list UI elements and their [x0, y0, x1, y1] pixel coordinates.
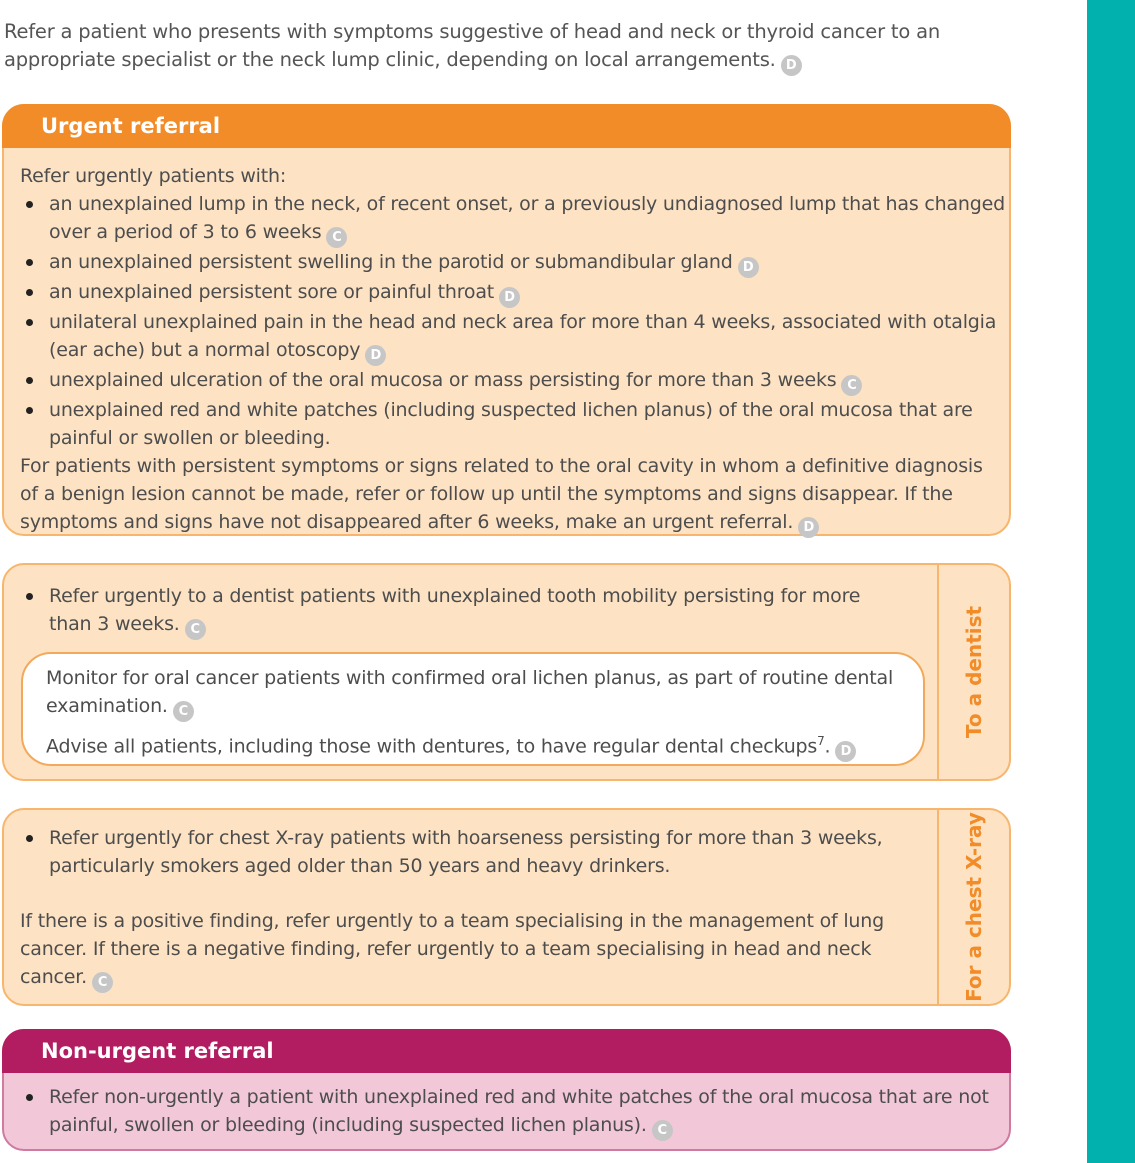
grade-badge: C: [173, 701, 194, 722]
list-item: unexplained red and white patches (including suspected lichen planus) of the oral mucosa that are painful or swollen or bleeding.: [20, 396, 1005, 452]
grade-badge: D: [738, 257, 759, 278]
monitoring-paragraph: Monitor for oral cancer patients with confirmed oral lichen planus, as part of routine dental examination. C: [46, 664, 906, 722]
list-item: unexplained ulceration of the oral mucosa or mass persisting for more than 3 weeks C: [20, 366, 1005, 396]
urgent-criteria-list: [20, 190, 1005, 452]
xray-side-label: For a chest X-ray: [962, 812, 986, 1002]
nonurgent-referral-box: [2, 1029, 1011, 1151]
grade-badge: C: [326, 227, 347, 248]
grade-badge: D: [781, 55, 802, 76]
grade-badge: D: [835, 741, 856, 762]
list-item: unilateral unexplained pain in the head and neck area for more than 4 weeks, associated with otalgia (ear ache) but a normal otoscopy D: [20, 308, 1005, 366]
list-item: an unexplained lump in the neck, of recent onset, or a previously undiagnosed lump that has changed over a period of 3 to 6 weeks C: [20, 190, 1005, 248]
intro-text: Refer a patient who presents with symptoms suggestive of head and neck or thyroid cancer to an appropriate specialist or the neck lump clinic, depending on local arrangements.: [4, 20, 940, 71]
urgent-lead: Refer urgently patients with:: [20, 165, 287, 187]
checkup-paragraph: Advise all patients, including those with dentures, to have regular dental checkups$^7$. D: [46, 727, 906, 762]
xray-referral-box: [2, 808, 1011, 1006]
list-item: Refer non-urgently a patient with unexplained red and white patches of the oral mucosa that are not painful, swollen or bleeding (including suspected lichen planus). C: [20, 1083, 1005, 1141]
xray-followup-paragraph: If there is a positive finding, refer urgently to a team specialising in the management of lung cancer. If there is a negative finding, refer urgently to a team specialising in head and neck cancer. C: [20, 907, 920, 993]
nonurgent-referral-heading: Non-urgent referral: [2, 1029, 1011, 1073]
grade-badge: C: [92, 972, 113, 993]
grade-badge: D: [499, 287, 520, 308]
reference-superscript: 7: [817, 734, 825, 748]
dentist-side-label: To a dentist: [962, 605, 986, 739]
dentist-side-tab: [937, 565, 1009, 779]
urgent-referral-box: [2, 104, 1011, 536]
grade-badge: C: [185, 619, 206, 640]
grade-badge: D: [365, 345, 386, 366]
list-item: Refer urgently for chest X-ray patients with hoarseness persisting for more than 3 weeks, particularly smokers aged older than 50 years and heavy drinkers.: [20, 824, 920, 880]
list-item: an unexplained persistent sore or painful throat D: [20, 278, 1005, 308]
dentist-referral-box: [2, 563, 1011, 781]
urgent-closing-paragraph: For patients with persistent symptoms or signs related to the oral cavity in whom a definitive diagnosis of a benign lesion cannot be made, refer or follow up until the symptoms and signs disappear. If the symptoms and signs have not disappeared after 6 weeks, make an urgent referral. D: [20, 452, 1005, 538]
grade-badge: C: [841, 375, 862, 396]
grade-badge: C: [652, 1120, 673, 1141]
list-item: an unexplained persistent swelling in the parotid or submandibular gland D: [20, 248, 1005, 278]
xray-side-tab: [937, 810, 1009, 1004]
grade-badge: D: [798, 517, 819, 538]
intro-paragraph: [4, 18, 1004, 76]
list-item: Refer urgently to a dentist patients with unexplained tooth mobility persisting for more than 3 weeks. C: [20, 582, 900, 640]
dental-monitoring-box: [21, 652, 925, 766]
section-color-strip: [1087, 0, 1135, 1163]
urgent-referral-heading: Urgent referral: [2, 104, 1011, 148]
